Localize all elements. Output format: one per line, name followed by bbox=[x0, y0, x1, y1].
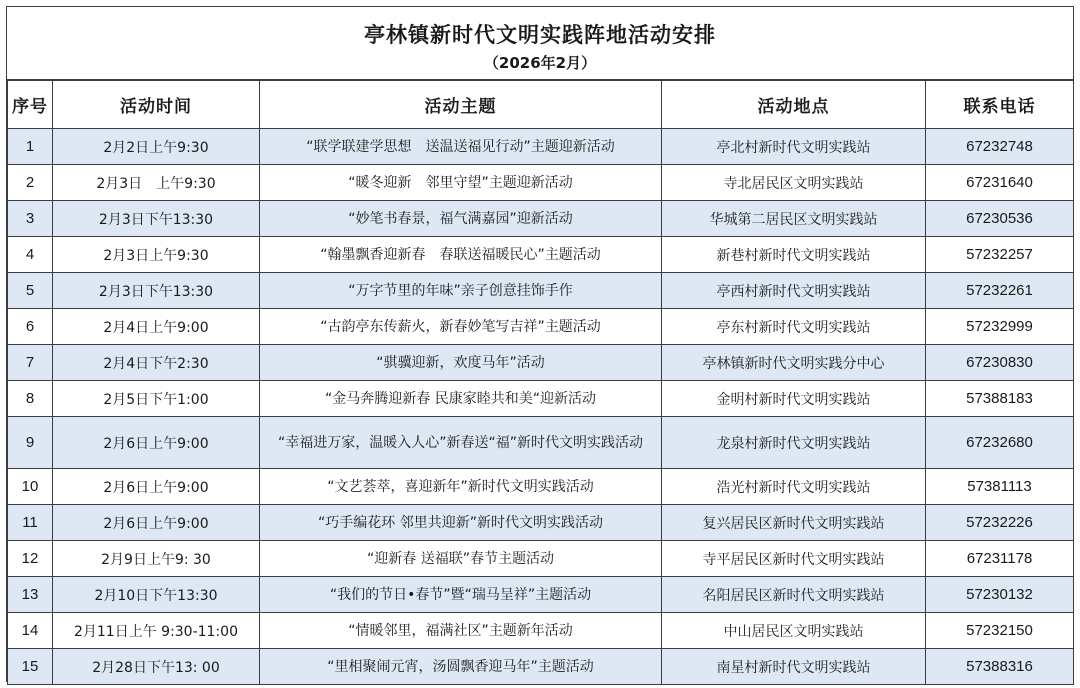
cell-no: 1 bbox=[8, 129, 53, 165]
cell-topic: “翰墨飘香迎新春 春联送福暖民心”主题活动 bbox=[260, 237, 662, 273]
table-row bbox=[8, 469, 1074, 505]
schedule-table bbox=[7, 80, 1074, 685]
table-row bbox=[8, 201, 1074, 237]
cell-no: 11 bbox=[8, 505, 53, 541]
cell-time: 2月11日上午 9:30-11:00 bbox=[53, 613, 260, 649]
schedule-sheet bbox=[6, 6, 1074, 682]
cell-phone: 67232748 bbox=[926, 129, 1074, 165]
cell-place: 名阳居民区新时代文明实践站 bbox=[662, 577, 926, 613]
cell-no: 9 bbox=[8, 417, 53, 469]
cell-time: 2月4日上午9:00 bbox=[53, 309, 260, 345]
cell-place: 亭西村新时代文明实践站 bbox=[662, 273, 926, 309]
cell-no: 14 bbox=[8, 613, 53, 649]
cell-place: 浩光村新时代文明实践站 bbox=[662, 469, 926, 505]
title-block bbox=[7, 7, 1073, 80]
cell-topic: “幸福进万家，温暖入人心”新春送“福”新时代文明实践活动 bbox=[260, 417, 662, 469]
header-place: 活动地点 bbox=[662, 81, 926, 129]
cell-no: 4 bbox=[8, 237, 53, 273]
cell-no: 8 bbox=[8, 381, 53, 417]
cell-time: 2月3日下午13:30 bbox=[53, 273, 260, 309]
cell-phone: 67230536 bbox=[926, 201, 1074, 237]
cell-place: 寺平居民区新时代文明实践站 bbox=[662, 541, 926, 577]
cell-phone: 57232257 bbox=[926, 237, 1074, 273]
cell-phone: 57388316 bbox=[926, 649, 1074, 685]
cell-time: 2月2日上午9:30 bbox=[53, 129, 260, 165]
cell-topic: “情暖邻里，福满社区”主题新年活动 bbox=[260, 613, 662, 649]
table-row bbox=[8, 613, 1074, 649]
table-row bbox=[8, 273, 1074, 309]
cell-time: 2月6日上午9:00 bbox=[53, 505, 260, 541]
cell-topic: “里相聚闹元宵，汤圆飘香迎马年”主题活动 bbox=[260, 649, 662, 685]
cell-place: 亭北村新时代文明实践站 bbox=[662, 129, 926, 165]
cell-no: 13 bbox=[8, 577, 53, 613]
cell-no: 5 bbox=[8, 273, 53, 309]
table-row bbox=[8, 541, 1074, 577]
cell-place: 复兴居民区新时代文明实践站 bbox=[662, 505, 926, 541]
cell-place: 中山居民区文明实践站 bbox=[662, 613, 926, 649]
cell-phone: 67230830 bbox=[926, 345, 1074, 381]
cell-time: 2月10日下午13:30 bbox=[53, 577, 260, 613]
cell-phone: 57388183 bbox=[926, 381, 1074, 417]
page-subtitle: （2026年2月） bbox=[483, 54, 597, 72]
cell-time: 2月5日下午1:00 bbox=[53, 381, 260, 417]
cell-phone: 67231178 bbox=[926, 541, 1074, 577]
cell-time: 2月28日下午13: 00 bbox=[53, 649, 260, 685]
cell-topic: “暖冬迎新 邻里守望”主题迎新活动 bbox=[260, 165, 662, 201]
page-title: 亭林镇新时代文明实践阵地活动安排 bbox=[364, 23, 716, 47]
cell-topic: “我们的节日•春节”暨“瑞马呈祥”主题活动 bbox=[260, 577, 662, 613]
table-row bbox=[8, 417, 1074, 469]
cell-phone: 67232680 bbox=[926, 417, 1074, 469]
table-row bbox=[8, 309, 1074, 345]
cell-time: 2月9日上午9: 30 bbox=[53, 541, 260, 577]
cell-topic: “巧手编花环 邻里共迎新”新时代文明实践活动 bbox=[260, 505, 662, 541]
cell-topic: “古韵亭东传薪火，新春妙笔写吉祥”主题活动 bbox=[260, 309, 662, 345]
cell-phone: 57232999 bbox=[926, 309, 1074, 345]
cell-place: 新巷村新时代文明实践站 bbox=[662, 237, 926, 273]
cell-time: 2月3日上午9:30 bbox=[53, 237, 260, 273]
table-row bbox=[8, 237, 1074, 273]
header-phone: 联系电话 bbox=[926, 81, 1074, 129]
cell-place: 龙泉村新时代文明实践站 bbox=[662, 417, 926, 469]
cell-topic: “妙笔书春景，福气满嘉园”迎新活动 bbox=[260, 201, 662, 237]
table-row bbox=[8, 165, 1074, 201]
cell-no: 3 bbox=[8, 201, 53, 237]
cell-phone: 57230132 bbox=[926, 577, 1074, 613]
cell-topic: “迎新春 送福联”春节主题活动 bbox=[260, 541, 662, 577]
cell-phone: 57232261 bbox=[926, 273, 1074, 309]
table-body bbox=[8, 129, 1074, 685]
cell-topic: “文艺荟萃，喜迎新年”新时代文明实践活动 bbox=[260, 469, 662, 505]
cell-phone: 67231640 bbox=[926, 165, 1074, 201]
cell-place: 南星村新时代文明实践站 bbox=[662, 649, 926, 685]
table-row bbox=[8, 577, 1074, 613]
cell-topic: “联学联建学思想 送温送福见行动”主题迎新活动 bbox=[260, 129, 662, 165]
cell-time: 2月3日下午13:30 bbox=[53, 201, 260, 237]
cell-time: 2月3日 上午9:30 bbox=[53, 165, 260, 201]
cell-time: 2月6日上午9:00 bbox=[53, 469, 260, 505]
cell-place: 亭东村新时代文明实践站 bbox=[662, 309, 926, 345]
cell-phone: 57232226 bbox=[926, 505, 1074, 541]
cell-no: 6 bbox=[8, 309, 53, 345]
cell-no: 15 bbox=[8, 649, 53, 685]
cell-no: 10 bbox=[8, 469, 53, 505]
header-time: 活动时间 bbox=[53, 81, 260, 129]
header-topic: 活动主题 bbox=[260, 81, 662, 129]
cell-time: 2月6日上午9:00 bbox=[53, 417, 260, 469]
cell-time: 2月4日下午2:30 bbox=[53, 345, 260, 381]
table-row bbox=[8, 345, 1074, 381]
cell-no: 2 bbox=[8, 165, 53, 201]
cell-topic: “万字节里的年味”亲子创意挂饰手作 bbox=[260, 273, 662, 309]
table-header-row bbox=[8, 81, 1074, 129]
table-row bbox=[8, 129, 1074, 165]
header-no: 序号 bbox=[8, 81, 53, 129]
cell-place: 亭林镇新时代文明实践分中心 bbox=[662, 345, 926, 381]
cell-phone: 57232150 bbox=[926, 613, 1074, 649]
table-row bbox=[8, 381, 1074, 417]
table-row bbox=[8, 505, 1074, 541]
cell-phone: 57381113 bbox=[926, 469, 1074, 505]
cell-no: 12 bbox=[8, 541, 53, 577]
cell-place: 金明村新时代文明实践站 bbox=[662, 381, 926, 417]
cell-topic: “骐骥迎新，欢度马年”活动 bbox=[260, 345, 662, 381]
cell-place: 华城第二居民区文明实践站 bbox=[662, 201, 926, 237]
cell-topic: “金马奔腾迎新春 民康家睦共和美“迎新活动 bbox=[260, 381, 662, 417]
table-row bbox=[8, 649, 1074, 685]
cell-no: 7 bbox=[8, 345, 53, 381]
cell-place: 寺北居民区文明实践站 bbox=[662, 165, 926, 201]
